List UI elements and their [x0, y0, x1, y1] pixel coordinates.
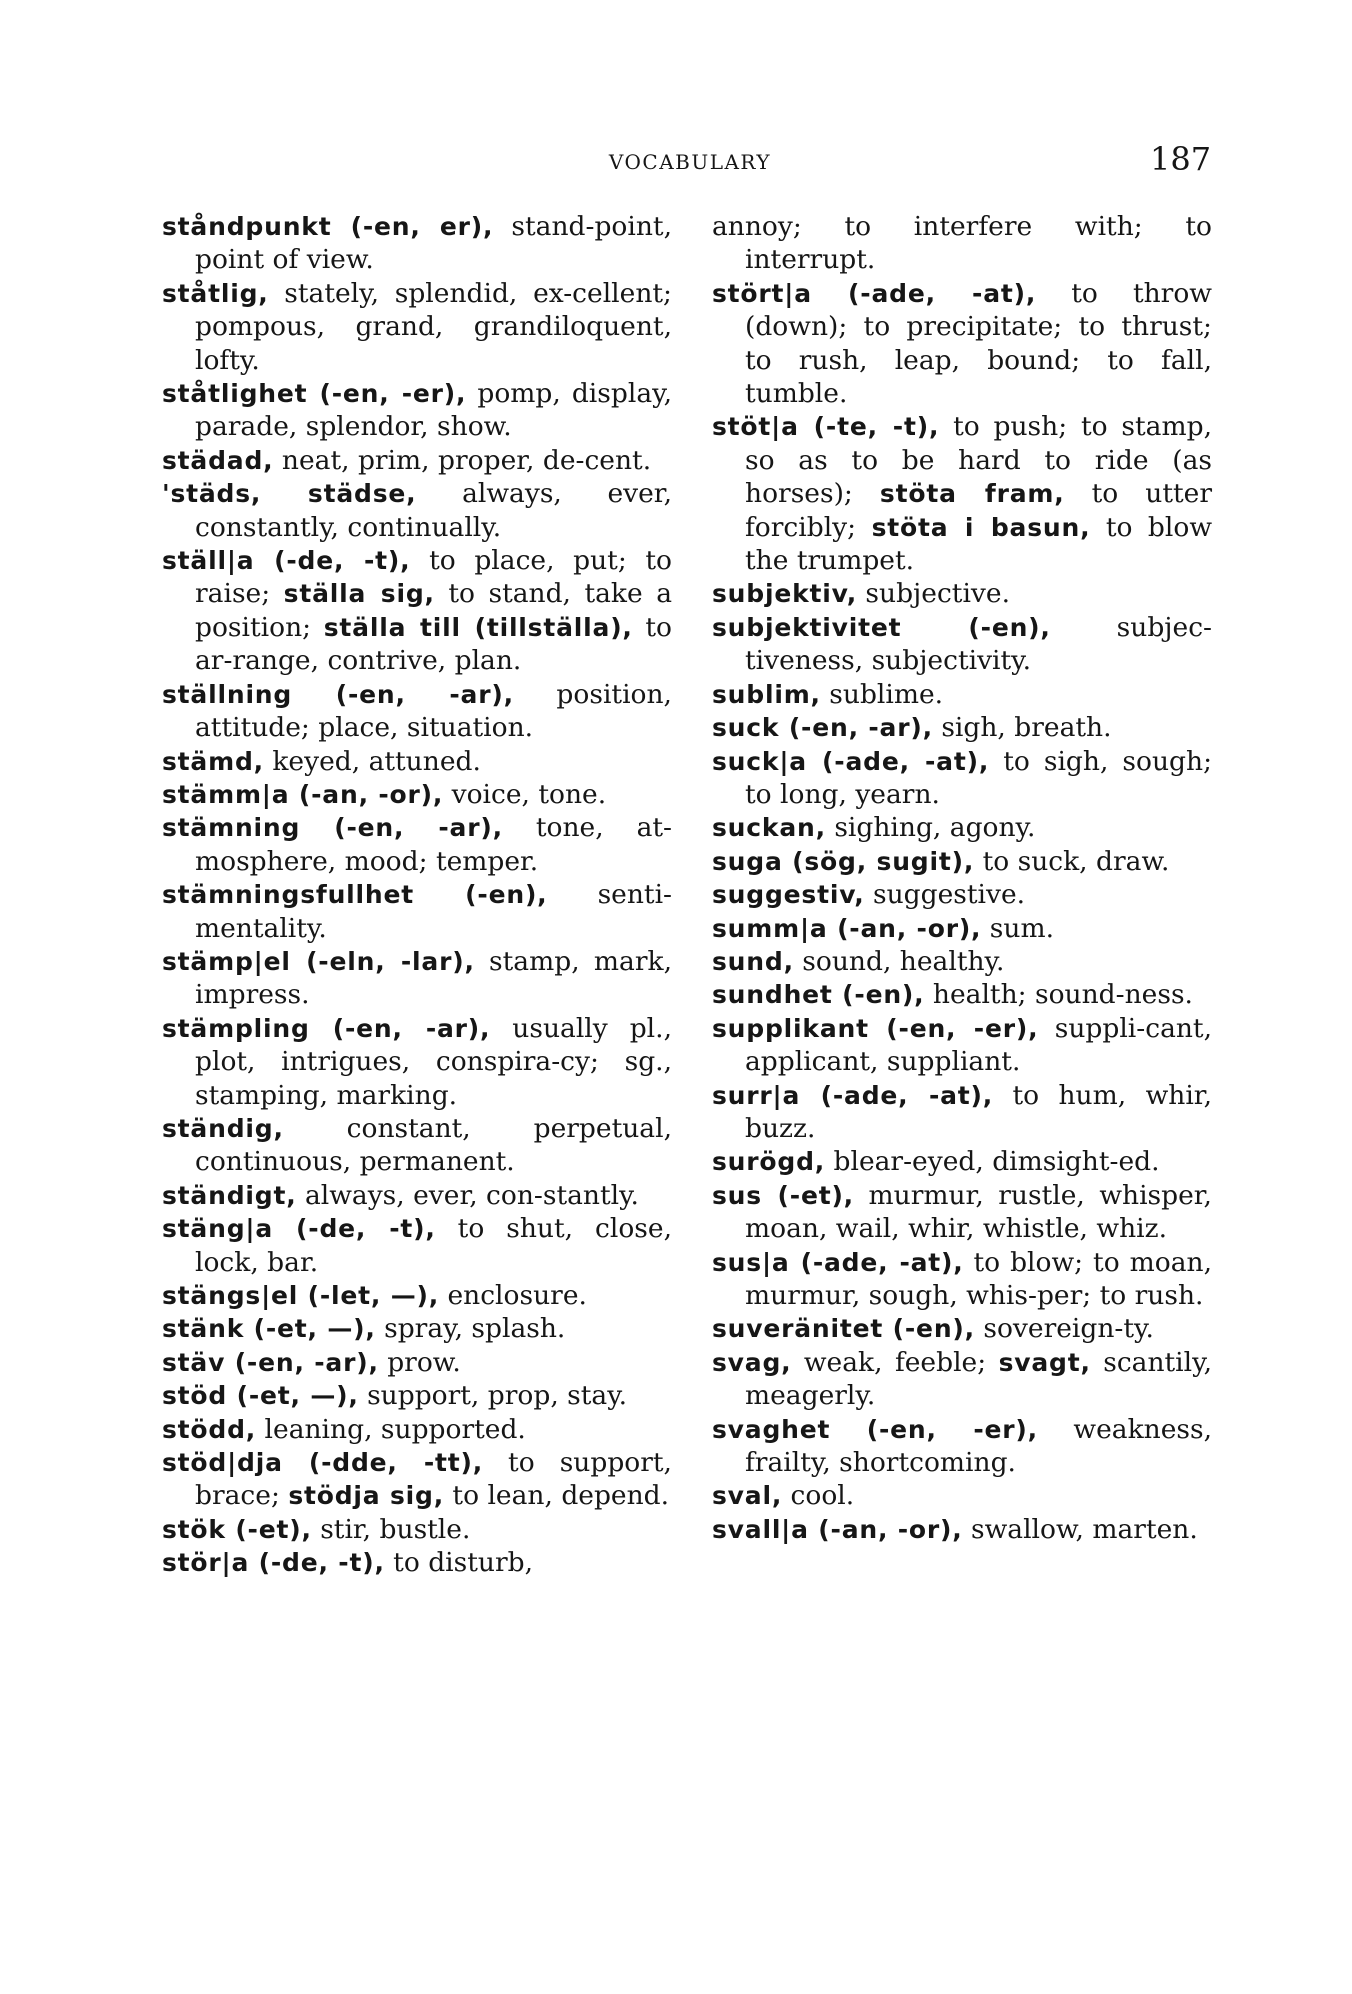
vocabulary-entry: [712, 745, 1212, 812]
entry-headword: ständigt,: [162, 1180, 297, 1210]
entry-definition: to ar-range, contrive, plan.: [195, 611, 672, 677]
entry-headword: stämning (-en, -ar),: [162, 813, 503, 843]
entry-definition: stamp, mark, impress.: [195, 945, 672, 1011]
entry-definition: swallow, marten.: [962, 1513, 1198, 1545]
entry-headword: stäng|a (-de, -t),: [162, 1214, 436, 1244]
entry-definition: sighing, agony.: [825, 812, 1036, 844]
entry-headword: sund,: [712, 946, 794, 976]
entry-definition: sovereign-ty.: [974, 1313, 1154, 1345]
entry-headword: suggestiv,: [712, 880, 865, 910]
entry-definition: stir, bustle.: [311, 1513, 471, 1545]
header-title: VOCABULARY: [608, 150, 772, 174]
vocabulary-entry: [162, 811, 672, 878]
entry-headword: stämpling (-en, -ar),: [162, 1013, 491, 1043]
entry-headword: stöta i basun,: [871, 512, 1091, 542]
entry-definition: to support, brace;: [195, 1447, 672, 1512]
entry-headword: stämm|a (-an, -or),: [162, 779, 444, 809]
vocabulary-entry: [162, 745, 672, 778]
vocabulary-entry: [162, 277, 672, 377]
vocabulary-entry: [162, 878, 672, 945]
entry-definition: stand-point, point of view.: [195, 211, 672, 276]
page-number: 187: [1150, 140, 1212, 178]
entry-definition: to lean, depend.: [444, 1480, 670, 1512]
entry-definition: health; sound-ness.: [924, 979, 1193, 1011]
entry-headword: suga (sög, sugit),: [712, 846, 975, 876]
vocabulary-entry: [162, 1179, 672, 1212]
entry-headword: sval,: [712, 1481, 783, 1511]
vocabulary-entry: [712, 277, 1212, 411]
entry-headword: supplikant (-en, -er),: [712, 1013, 1039, 1043]
entry-definition: enclosure.: [439, 1280, 587, 1311]
entry-headword: städad,: [162, 445, 274, 475]
entry-definition: to blow the trumpet.: [745, 511, 1212, 577]
entry-definition: weakness, frailty, shortcoming.: [745, 1413, 1212, 1479]
entry-definition: subjective.: [857, 578, 1010, 610]
vocabulary-entry: [162, 1279, 672, 1312]
entry-headword: sus|a (-ade, -at),: [712, 1247, 964, 1277]
entry-headword: stöt|a (-te, -t),: [712, 412, 940, 442]
entry-headword: ställ|a (-de, -t),: [162, 546, 411, 576]
entry-headword: suck|a (-ade, -at),: [712, 746, 990, 776]
vocabulary-entry: [162, 210, 672, 277]
entry-headword: surr|a (-ade, -at),: [712, 1080, 994, 1110]
entry-headword: stödd,: [162, 1414, 257, 1444]
entry-definition: blear-eyed, dimsight-ed.: [825, 1146, 1160, 1178]
left-column: [162, 210, 672, 1580]
vocabulary-entry: [712, 1012, 1212, 1079]
entry-headword: ståndpunkt (-en, er),: [162, 212, 494, 241]
entry-headword: stämp|el (-eln, -lar),: [162, 946, 475, 976]
vocabulary-entry: [712, 1413, 1212, 1480]
entry-definition: annoy; to interfere with; to interrupt.: [712, 211, 1212, 276]
entry-headword: 'städs, städse,: [162, 479, 417, 509]
entry-headword: ställa sig,: [283, 579, 435, 609]
vocabulary-entry: [162, 444, 672, 477]
entry-definition: cool.: [782, 1480, 855, 1512]
entry-headword: suveränitet (-en),: [712, 1314, 975, 1344]
vocabulary-entry: [162, 477, 672, 544]
vocabulary-entry: [162, 1413, 672, 1446]
entry-definition: sigh, breath.: [932, 712, 1112, 744]
vocabulary-entry: [712, 410, 1212, 577]
vocabulary-entry: [162, 377, 672, 444]
entry-headword: ställa till (tillställa),: [323, 612, 633, 642]
vocabulary-entry: [712, 711, 1212, 744]
entry-definition: usually pl., plot, intrigues, conspira-cy; sg., stamping, marking.: [195, 1012, 672, 1111]
entry-headword: suckan,: [712, 813, 826, 843]
vocabulary-entry: [162, 778, 672, 811]
entry-definition: tone, at-mosphere, mood; temper.: [195, 812, 672, 877]
entry-definition: position, attitude; place, situation.: [195, 678, 672, 744]
vocabulary-entry: [712, 945, 1212, 978]
entry-definition: to utter forcibly;: [745, 478, 1212, 543]
vocabulary-entry: [162, 1312, 672, 1345]
entry-headword: suck (-en, -ar),: [712, 713, 933, 743]
entry-definition: to place, put; to raise;: [195, 545, 672, 610]
entry-definition: voice, tone.: [443, 778, 607, 810]
entry-headword: stäv (-en, -ar),: [162, 1347, 379, 1377]
entry-definition: to blow; to moan, murmur, sough, whis-per; to rush.: [745, 1246, 1212, 1311]
entry-definition: stately, splendid, ex-cellent; pompous, grand, grandiloquent, lofty.: [195, 277, 672, 376]
vocabulary-entry: [162, 1012, 672, 1112]
entry-headword: sus (-et),: [712, 1180, 854, 1210]
vocabulary-entry: [712, 577, 1212, 610]
entry-definition: always, ever, con-stantly.: [296, 1179, 639, 1211]
entry-definition: to stand, take a position;: [195, 578, 672, 643]
entry-definition: neat, prim, proper, de-cent.: [273, 444, 652, 476]
entry-headword: svagt,: [998, 1347, 1091, 1377]
vocabulary-entry: [162, 1112, 672, 1179]
vocabulary-entry: [712, 1145, 1212, 1178]
entry-definition: support, prop, stay.: [358, 1380, 628, 1412]
entry-definition: sound, healthy.: [793, 945, 1005, 977]
entry-headword: svag,: [712, 1347, 792, 1377]
vocabulary-entry: [712, 878, 1212, 911]
entry-headword: stänk (-et, —),: [162, 1314, 376, 1344]
entry-headword: stängs|el (-let, —),: [162, 1281, 440, 1310]
entry-definition: to sigh, sough; to long, yearn.: [745, 745, 1213, 810]
entry-headword: svaghet (-en, -er),: [712, 1414, 1038, 1444]
entry-definition: always, ever, constantly, continually.: [195, 478, 672, 543]
vocabulary-entry: [162, 1446, 672, 1513]
vocabulary-entry: [162, 1379, 672, 1412]
vocabulary-entry: [162, 678, 672, 745]
entry-headword: stöd|dja (-dde, -tt),: [162, 1448, 484, 1478]
vocabulary-entry: [712, 611, 1212, 678]
vocabulary-entry: [162, 1346, 672, 1379]
entry-definition: suggestive.: [864, 879, 1026, 911]
entry-definition: prow.: [378, 1346, 461, 1378]
entry-headword: subjektiv,: [712, 579, 857, 609]
entry-headword: ställning (-en, -ar),: [162, 679, 514, 709]
vocabulary-entry: [712, 678, 1212, 711]
entry-headword: ständig,: [162, 1113, 284, 1143]
vocabulary-entry: [712, 811, 1212, 844]
entry-definition: spray, splash.: [375, 1313, 566, 1345]
entry-definition: constant, perpetual, continuous, permanent.: [195, 1112, 672, 1178]
entry-headword: stök (-et),: [162, 1514, 312, 1544]
entry-definition: to hum, whir, buzz.: [745, 1079, 1212, 1144]
entry-headword: sundhet (-en),: [712, 980, 925, 1010]
vocabulary-entry: [162, 945, 672, 1012]
vocabulary-entry: [162, 1546, 672, 1579]
entry-headword: stör|a (-de, -t),: [162, 1548, 385, 1578]
entry-headword: stödja sig,: [288, 1481, 444, 1511]
entry-definition: sublime.: [820, 678, 944, 710]
entry-headword: surögd,: [712, 1147, 826, 1177]
entry-headword: summ|a (-an, -or),: [712, 913, 982, 943]
vocabulary-entry: [712, 1179, 1212, 1246]
vocabulary-entry: [712, 1513, 1212, 1546]
entry-headword: subjektivitet (-en),: [712, 612, 1051, 642]
entry-definition: keyed, attuned.: [263, 745, 481, 777]
vocabulary-entry: [712, 912, 1212, 945]
entry-definition: to shut, close, lock, bar.: [195, 1213, 672, 1278]
vocabulary-entry: [162, 1513, 672, 1546]
entry-definition: sum.: [981, 912, 1055, 944]
entry-headword: stämningsfullhet (-en),: [162, 880, 548, 910]
entry-definition: to suck, draw.: [974, 845, 1170, 877]
entry-definition: senti-mentality.: [195, 879, 672, 944]
vocabulary-entry: [712, 1479, 1212, 1512]
vocabulary-entry: [712, 978, 1212, 1011]
entry-definition: murmur, rustle, whisper, moan, wail, whir, whistle, whiz.: [745, 1179, 1212, 1245]
vocabulary-entry: [712, 1246, 1212, 1313]
entry-definition: scantily, meagerly.: [745, 1346, 1212, 1412]
vocabulary-entry: [162, 1212, 672, 1279]
vocabulary-entry: [712, 1346, 1212, 1413]
entry-headword: svall|a (-an, -or),: [712, 1514, 963, 1544]
entry-headword: stöta fram,: [879, 479, 1065, 509]
entry-definition: subjec-tiveness, subjectivity.: [745, 611, 1212, 677]
vocabulary-entry: [712, 210, 1212, 277]
entry-headword: stöd (-et, —),: [162, 1381, 359, 1411]
vocabulary-entry: [712, 1079, 1212, 1146]
entry-definition: weak, feeble;: [791, 1346, 999, 1378]
entry-headword: stämd,: [162, 746, 264, 776]
entry-definition: to throw (down); to precipitate; to thrust; to rush, leap, bound; to fall, tumble.: [745, 277, 1212, 410]
right-column: [712, 210, 1212, 1546]
entry-definition: suppli-cant, applicant, suppliant.: [745, 1012, 1213, 1078]
vocabulary-entry: [162, 544, 672, 678]
entry-definition: to disturb,: [384, 1547, 534, 1579]
vocabulary-entry: [712, 1312, 1212, 1345]
entry-headword: ståtlighet (-en, -er),: [162, 379, 467, 409]
vocabulary-entry: [712, 845, 1212, 878]
entry-definition: leaning, supported.: [256, 1413, 526, 1445]
entry-headword: stört|a (-ade, -at),: [712, 278, 1037, 308]
entry-headword: sublim,: [712, 679, 821, 709]
entry-headword: ståtlig,: [162, 278, 269, 308]
entry-definition: to push; to stamp, so as to be hard to ride (as horses);: [745, 411, 1212, 510]
entry-definition: pomp, display, parade, splendor, show.: [195, 378, 672, 443]
